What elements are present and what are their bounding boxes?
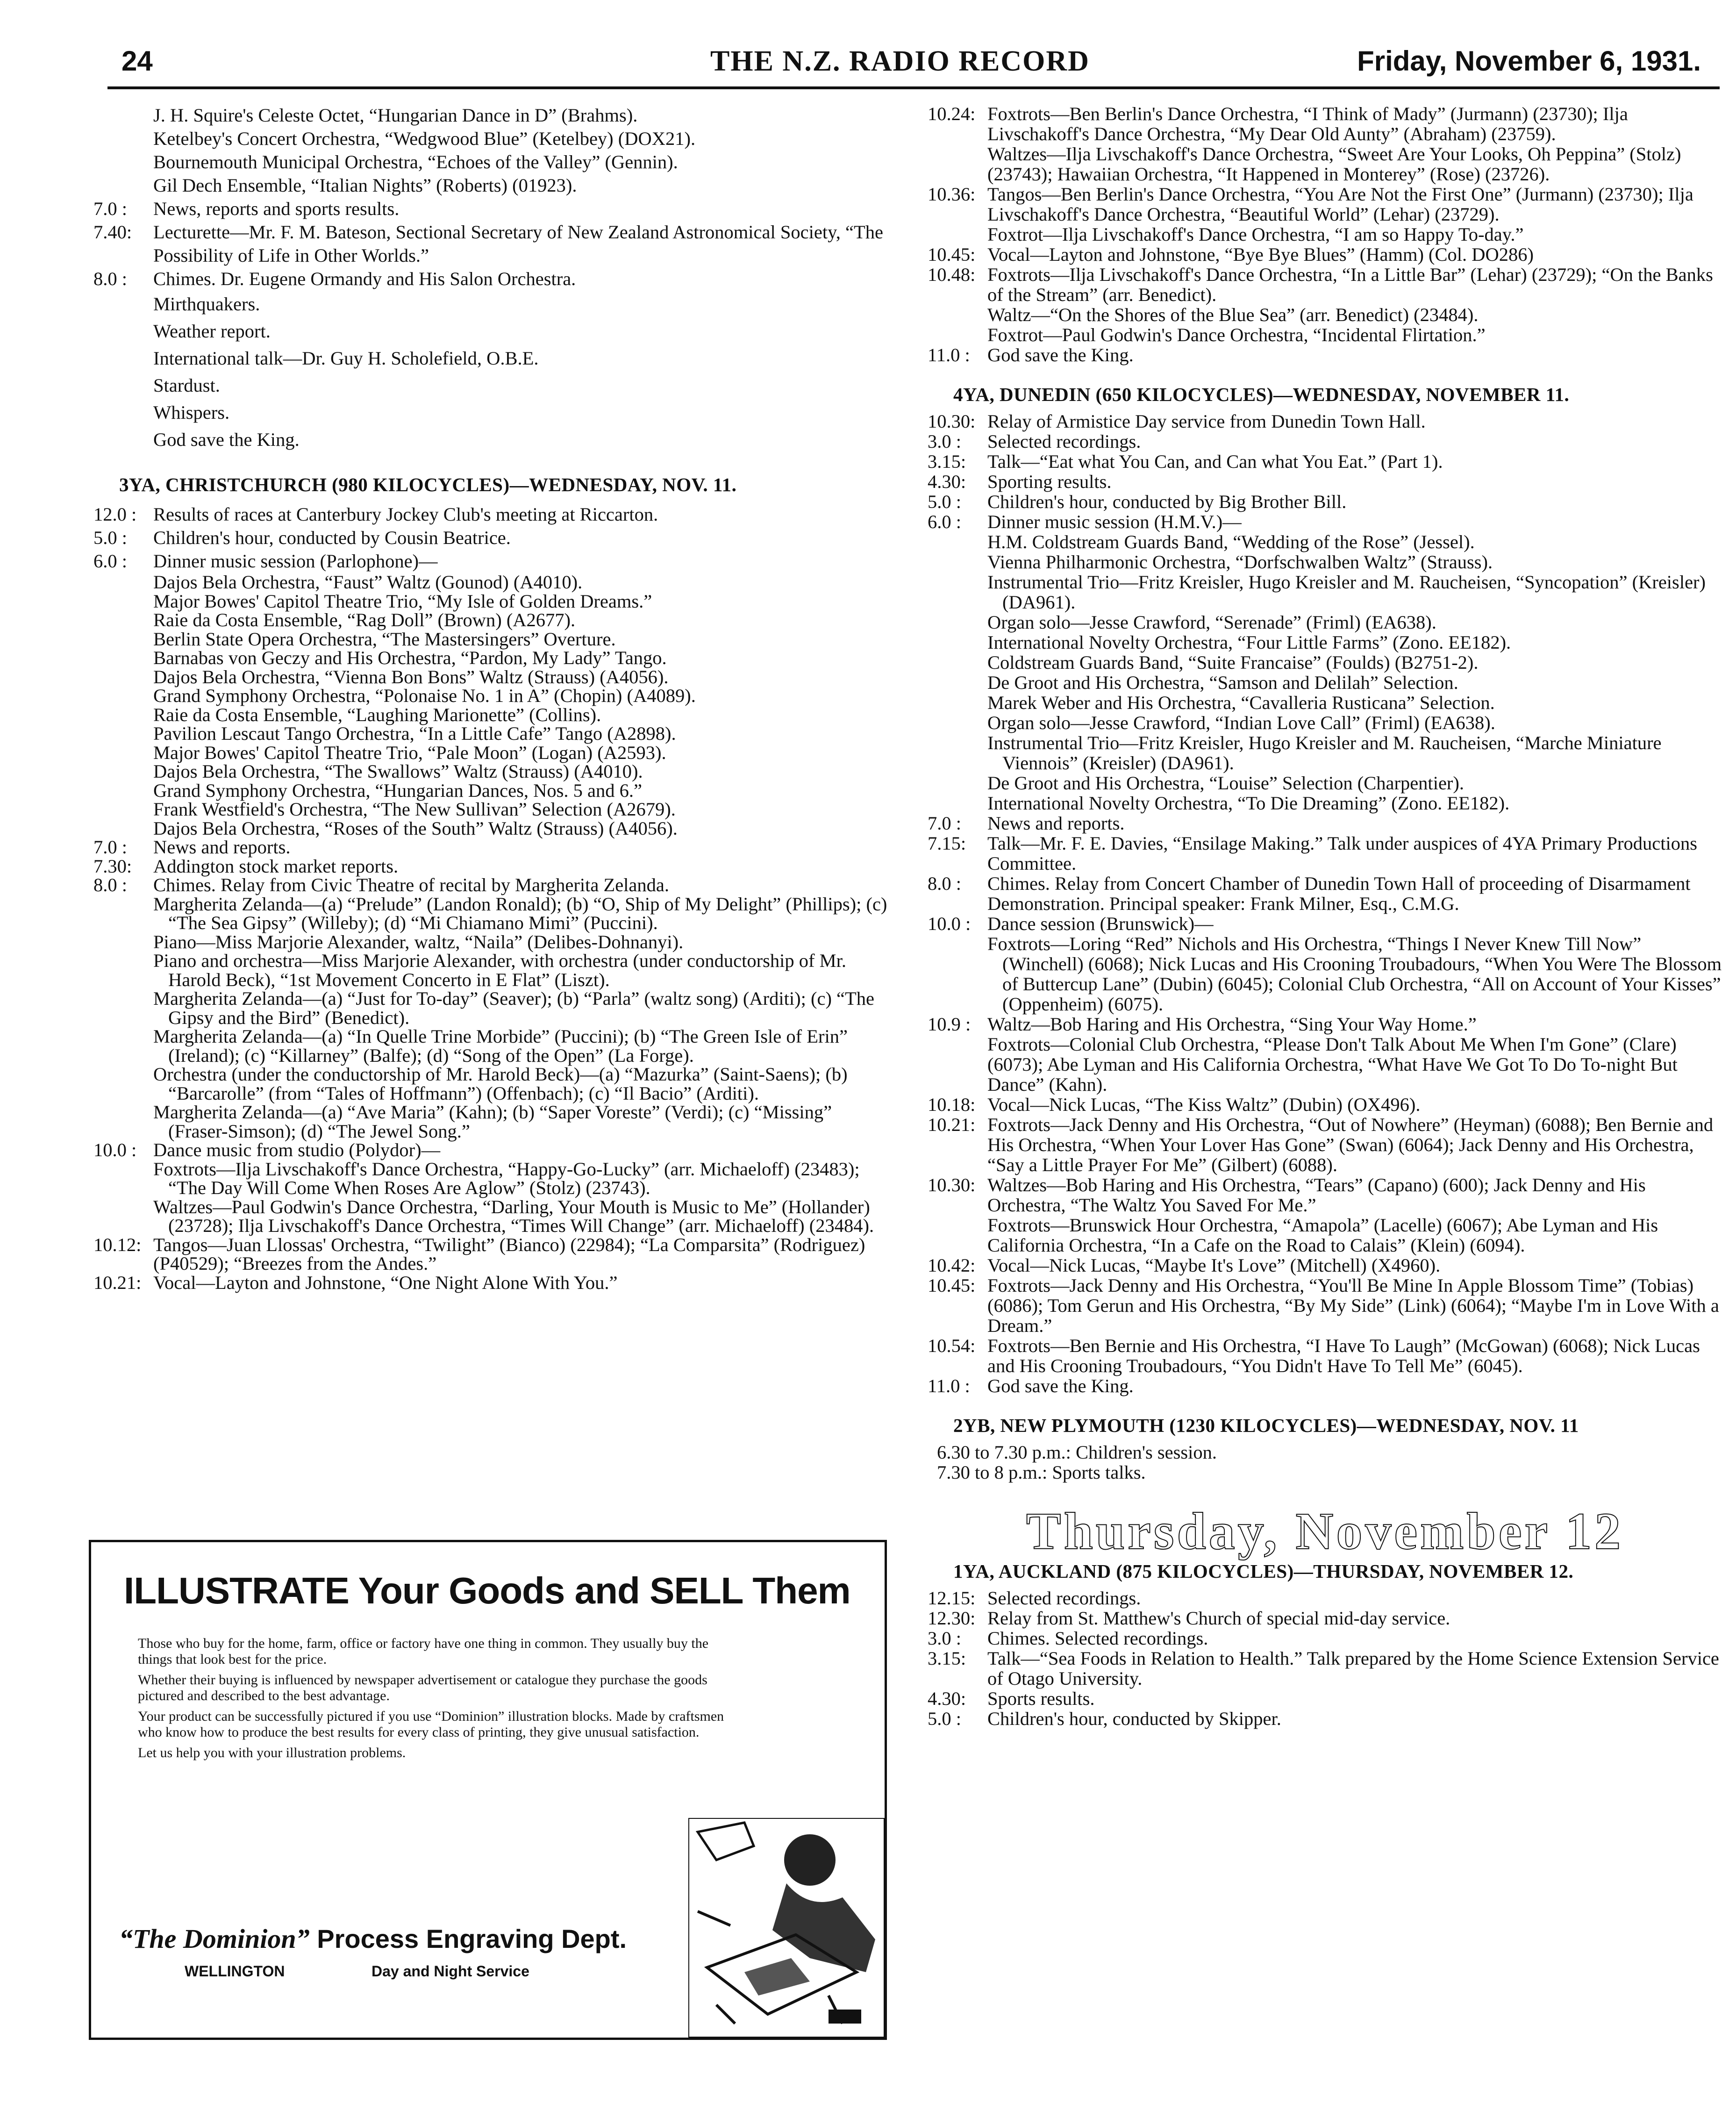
masthead-title: THE N.Z. RADIO RECORD [710, 45, 1090, 77]
entry-time: 7.0 : [93, 198, 128, 219]
ad-paragraph: Let us help you with your illustration problems. [138, 1745, 406, 1760]
entry-text: Dinner music session (H.M.V.)— [987, 511, 1242, 532]
programme-entry [928, 104, 1722, 144]
programme-entry [928, 1034, 1722, 1094]
entry-time [928, 1034, 987, 1094]
list-item: Stardust. [153, 375, 220, 396]
programme-entry [928, 265, 1722, 305]
programme-entry [928, 431, 1722, 451]
programme-entry [93, 197, 888, 221]
list-item: Margherita Zelanda—(a) “Just for To-day” (Seaver); (b) “Parla” (waltz song) (Arditi); (c) “The Gipsy and the Bird” (Benedict). [153, 988, 874, 1028]
programme-entry [93, 526, 888, 550]
entry-time: 10.21: [928, 1114, 976, 1135]
entry-text: Dance music from studio (Polydor)— [153, 1139, 441, 1160]
programme-entry [928, 512, 1722, 532]
ad-paragraph: Whether their buying is influenced by newspaper advertisement or catalogue they purchase the goods pictured and described to the best advantage. [138, 1672, 707, 1703]
list-item: Bournemouth Municipal Orchestra, “Echoes of the Valley” (Gennin). [153, 151, 678, 172]
entry-text: Addington stock market reports. [153, 855, 399, 877]
list-item: Whispers. [153, 402, 230, 423]
programme-entry [928, 1014, 1722, 1034]
entry-text: Selected recordings. [987, 1588, 1141, 1609]
list-item: International Novelty Orchestra, “To Die Dreaming” (Zono. EE182). [987, 793, 1510, 814]
entry-text: Foxtrots—Ilja Livschakoff's Dance Orchestra, “In a Little Bar” (Lehar) (23729); “On the Banks of the Stream” (arr. Benedict). [987, 264, 1713, 305]
dinner-list [93, 573, 888, 838]
list-item: De Groot and His Orchestra, “Louise” Selection (Charpentier). [987, 773, 1465, 794]
entry-time: 7.30: [93, 855, 132, 877]
entry-time: 7.0 : [93, 837, 128, 858]
list-item: Organ solo—Jesse Crawford, “Serenade” (Friml) (EA638). [987, 612, 1436, 633]
entry-text: Foxtrots—Colonial Club Orchestra, “Please Don't Talk About Me When I'm Gone” (Clare) (6073); Abe Lyman and His California Orchestra, “What Have We Got To Do To-night But Dance” (Kahn). [987, 1034, 1678, 1095]
programme-entry [93, 1273, 888, 1293]
dance-list [93, 1160, 888, 1236]
section-heading-4ya: 4YA, DUNEDIN (650 KILOCYCLES)—WEDNESDAY, NOVEMBER 11. [953, 384, 1570, 405]
programme-entry [928, 1709, 1722, 1729]
entry-text: Sporting results. [987, 471, 1112, 492]
programme-entry [928, 1648, 1722, 1688]
list-item: Dajos Bela Orchestra, “The Swallows” Waltz (Strauss) (A4010). [153, 761, 643, 782]
entry-time: 7.0 : [928, 813, 962, 834]
entry-text: Dinner music session (Parlophone)— [153, 551, 438, 572]
entry-text: Foxtrots—Jack Denny and His Orchestra, “Out of Nowhere” (Heyman) (6088); Ben Bernie and His Orchestra, “When Your Lover Has Gone” (Swan) (6064); Jack Denny and His Orchestra, “Say a Little Prayer For Me” (Gilbert) (6088). [987, 1114, 1714, 1175]
entry-text: Waltzes—Ilja Livschakoff's Dance Orchestra, “Sweet Are Your Looks, Oh Peppina” (Stolz) (23743); Hawaiian Orchestra, “It Happened in Monterey” (Rose) (23726). [987, 143, 1681, 185]
programme-entry [93, 550, 888, 573]
entry-time [928, 144, 987, 184]
list-item: Raie da Costa Ensemble, “Rag Doll” (Brown) (A2677). [153, 609, 576, 630]
list-item: Vienna Philharmonic Orchestra, “Dorfschwalben Waltz” (Strauss). [987, 551, 1493, 572]
programme-entry [93, 876, 888, 895]
entry-time: 4.30: [928, 1688, 966, 1709]
list-item: Mirthquakers. [153, 293, 260, 315]
programme-entry [93, 857, 888, 876]
programme-entry [928, 1175, 1722, 1215]
thursday-heading: Thursday, November 12 [1026, 1502, 1624, 1560]
entry-text: Chimes. Selected recordings. [987, 1628, 1208, 1649]
entry-text: Chimes. Relay from Civic Theatre of recital by Margherita Zelanda. [153, 874, 670, 895]
entry-text: Children's hour, conducted by Big Brother Bill. [987, 491, 1347, 512]
ad-paragraph: Those who buy for the home, farm, office or factory have one thing in common. They usually buy the things that look best for the price. [138, 1636, 709, 1667]
page-header [121, 45, 1701, 82]
ad-department [119, 1923, 627, 1954]
list-item: Dajos Bela Orchestra, “Faust” Waltz (Gounod) (A4010). [153, 572, 583, 593]
programme-entry [93, 221, 888, 267]
programme-entry [928, 1688, 1722, 1709]
entry-time [928, 325, 987, 345]
entry-text: Lecturette—Mr. F. M. Bateson, Sectional Secretary of New Zealand Astronomical Society, “The Possibility of Life in Other Worlds.” [153, 222, 883, 266]
entry-text: News, reports and sports results. [153, 198, 400, 219]
programme-entry [928, 492, 1722, 512]
programme-entry [928, 345, 1722, 365]
programme-entry [93, 1236, 888, 1273]
ad-paragraph: Your product can be successfully pictured if you use “Dominion” illustration blocks. Made by craftsmen who know how to produce the best results for every class of printing, they give unusual satisfaction. [138, 1709, 724, 1740]
list-item: Waltzes—Paul Godwin's Dance Orchestra, “Darling, Your Mouth is Music to Me” (Hollander) (23728); Ilja Livschakoff's Dance Orchestra, “Times Will Change” (arr. Michaeloff) (23484). [153, 1196, 874, 1236]
entry-text: Vocal—Nick Lucas, “The Kiss Waltz” (Dubin) (OX496). [987, 1094, 1421, 1115]
entry-time: 10.9 : [928, 1014, 971, 1035]
list-item: Barnabas von Geczy and His Orchestra, “Pardon, My Lady” Tango. [153, 647, 667, 668]
list-item: Grand Symphony Orchestra, “Hungarian Dances, Nos. 5 and 6.” [153, 780, 642, 801]
left-column [93, 104, 888, 1292]
programme-entry [928, 1588, 1722, 1608]
entry-time [928, 305, 987, 325]
entry-time: 10.30: [928, 1174, 976, 1195]
entry-time: 10.18: [928, 1094, 976, 1115]
ad-service: Day and Night Service [371, 1963, 529, 1980]
entry-text: Tangos—Juan Llossas' Orchestra, “Twilight” (Bianco) (22984); “La Comparsita” (Rodriguez) (P40529); “Breezes from the Andes.” [153, 1234, 865, 1274]
list-item: Dajos Bela Orchestra, “Vienna Bon Bons” Waltz (Strauss) (A4056). [153, 666, 669, 687]
programme-entry [928, 1608, 1722, 1628]
programme-entry [928, 305, 1722, 325]
programme-entry [928, 1275, 1722, 1336]
entry-text: Foxtrots—Ben Bernie and His Orchestra, “I Have To Laugh” (McGowan) (6068); Nick Lucas and His Crooning Troubadours, “You Didn't Have To Tell Me” (6045). [987, 1335, 1700, 1376]
entry-time: 10.21: [93, 1272, 142, 1293]
right-column [928, 104, 1722, 1729]
entry-time: 12.15: [928, 1588, 976, 1609]
ad-city: WELLINGTON [185, 1963, 285, 1980]
entry-text: Talk—“Eat what You Can, and Can what You Eat.” (Part 1). [987, 451, 1443, 472]
programme-entry [928, 224, 1722, 244]
entry-text: Results of races at Canterbury Jockey Club's meeting at Riccarton. [153, 504, 658, 525]
engraving-advertisement [89, 1540, 887, 2040]
entry-text: Relay from St. Matthew's Church of special mid-day service. [987, 1608, 1450, 1629]
entry-time: 10.24: [928, 103, 976, 124]
entry-text: Vocal—Layton and Johnstone, “One Night Alone With You.” [153, 1272, 618, 1293]
ad-body [138, 1636, 745, 1766]
entry-text: Waltz—“On the Shores of the Blue Sea” (arr. Benedict) (23484). [987, 304, 1479, 325]
entry-time: 12.0 : [93, 504, 137, 525]
section-heading-3ya: 3YA, CHRISTCHURCH (980 KILOCYCLES)—WEDNESDAY, NOV. 11. [119, 474, 737, 495]
programme-entry [928, 244, 1722, 265]
entry-time: 11.0 : [928, 344, 970, 365]
entry-time: 6.0 : [93, 551, 128, 572]
list-item: Margherita Zelanda—(a) “Prelude” (Landon Ronald); (b) “O, Ship of My Delight” (Phillips); (c) “The Sea Gipsy” (Willeby); (d) “Mi Chiamano Mimi” (Puccini). [153, 893, 887, 933]
entry-text: God save the King. [987, 1375, 1134, 1396]
entry-text: Dance session (Brunswick)— [987, 913, 1214, 934]
entry-time: 10.54: [928, 1335, 976, 1356]
programme-entry [928, 1336, 1722, 1376]
list-item: Margherita Zelanda—(a) “In Quelle Trine Morbide” (Puccini); (b) “The Green Isle of Erin” (Ireland); (c) “Killarney” (Balfe); (d) “Song of the Open” (La Forge). [153, 1026, 848, 1066]
entry-text: Vocal—Nick Lucas, “Maybe It's Love” (Mitchell) (X4960). [987, 1255, 1441, 1276]
list-item: Organ solo—Jesse Crawford, “Indian Love Call” (Friml) (EA638). [987, 712, 1495, 733]
programme-entry [928, 472, 1722, 492]
dinner-list [928, 532, 1722, 813]
programme-entry [928, 325, 1722, 345]
list-item: Instrumental Trio—Fritz Kreisler, Hugo Kreisler and M. Raucheisen, “Syncopation” (Kreisler) (DA961). [987, 572, 1706, 613]
entry-time: 3.15: [928, 451, 966, 472]
entry-time: 7.15: [928, 833, 966, 854]
section-heading-1ya: 1YA, AUCKLAND (875 KILOCYCLES)—THURSDAY, NOVEMBER 12. [953, 1560, 1574, 1582]
ad-dominion-name: “The Dominion” [119, 1924, 310, 1954]
entry-time: 8.0 : [928, 873, 962, 894]
list-item: Major Bowes' Capitol Theatre Trio, “Pale Moon” (Logan) (A2593). [153, 742, 666, 763]
list-item: J. H. Squire's Celeste Octet, “Hungarian Dance in D” (Brahms). [153, 105, 638, 126]
list-item: 6.30 to 7.30 p.m.: Children's session. [937, 1442, 1217, 1463]
entry-time: 10.45: [928, 244, 976, 265]
list-item: Frank Westfield's Orchestra, “The New Sullivan” Selection (A2679). [153, 799, 676, 820]
list-item: Margherita Zelanda—(a) “Ave Maria” (Kahn); (b) “Saper Voreste” (Verdi); (c) “Missing” (Fraser-Simson); (d) “The Jewel Song.” [153, 1102, 832, 1142]
entry-text: Waltzes—Bob Haring and His Orchestra, “Tears” (Capano) (600); Jack Denny and His Orchestra, “The Waltz You Saved For Me.” [987, 1174, 1646, 1216]
entry-text: God save the King. [987, 344, 1134, 365]
entry-text: Children's hour, conducted by Cousin Beatrice. [153, 527, 511, 548]
entry-text: Vocal—Layton and Johnstone, “Bye Bye Blues” (Hamm) (Col. DO286) [987, 244, 1534, 265]
programme-entry [93, 838, 888, 857]
entry-text: Sports results. [987, 1688, 1095, 1709]
list-item: Gil Dech Ensemble, “Italian Nights” (Roberts) (01923). [153, 175, 577, 196]
programme-entry [928, 1255, 1722, 1275]
ad-headline: ILLUSTRATE Your Goods and SELL Them [124, 1570, 850, 1611]
list-item: Foxtrots—Loring “Red” Nichols and His Orchestra, “Things I Never Knew Till Now” (Winchell) (6068); Nick Lucas and His Crooning Troubadours, “When You Were The Blossom of Buttercup Lane” (Dubin) (6045); Colonial Club Orchestra, “All on Account of Your Kisses” (Oppenheim) (6075). [987, 933, 1722, 1015]
entry-text: Relay of Armistice Day service from Dunedin Town Hall. [987, 411, 1426, 432]
list-item: H.M. Coldstream Guards Band, “Wedding of the Rose” (Jessel). [987, 531, 1475, 552]
list-item: God save the King. [153, 429, 300, 450]
entry-text: Talk—“Sea Foods in Relation to Health.” Talk prepared by the Home Science Extension Service of Otago University. [987, 1648, 1719, 1689]
entry-text: Foxtrots—Brunswick Hour Orchestra, “Amapola” (Lacelle) (6067); Abe Lyman and His California Orchestra, “In a Cafe on the Road to Calais” (Klein) (6094). [987, 1215, 1658, 1256]
entry-time: 6.0 : [928, 511, 962, 532]
entry-time: 10.42: [928, 1255, 976, 1276]
entry-text: Chimes. Relay from Concert Chamber of Dunedin Town Hall of proceeding of Disarmament Demonstration. Principal speaker: Frank Milner, Esq., C.M.G. [987, 873, 1691, 914]
page-number: 24 [121, 45, 153, 77]
programme-entry [928, 914, 1722, 934]
entry-time [928, 1215, 987, 1255]
entry-text: Foxtrot—Ilja Livschakoff's Dance Orchestra, “I am so Happy To-day.” [987, 224, 1524, 245]
programme-entry [928, 833, 1722, 873]
list-item: Orchestra (under the conductorship of Mr. Harold Beck)—(a) “Mazurka” (Saint-Saens); (b) “Barcarolle” (from “Tales of Hoffmann”) (Offenbach); (c) “Il Bacio” (Arditi). [153, 1064, 848, 1104]
entry-time: 10.0 : [93, 1139, 137, 1160]
entry-time: 10.12: [93, 1234, 142, 1255]
entry-text: Chimes. Dr. Eugene Ormandy and His Salon Orchestra. [153, 268, 576, 289]
entry-time: 5.0 : [93, 527, 128, 548]
list-item: International talk—Dr. Guy H. Scholefield, O.B.E. [153, 348, 539, 369]
section-heading-2yb: 2YB, NEW PLYMOUTH (1230 KILOCYCLES)—WEDNESDAY, NOV. 11 [953, 1415, 1579, 1436]
entry-time: 3.0 : [928, 431, 962, 452]
entry-text: Waltz—Bob Haring and His Orchestra, “Sing Your Way Home.” [987, 1014, 1477, 1035]
evening-items [93, 291, 888, 453]
entry-time: 8.0 : [93, 874, 128, 895]
entry-text: Foxtrots—Ben Berlin's Dance Orchestra, “I Think of Mady” (Jurmann) (23730); Ilja Livschakoff's Dance Orchestra, “My Dear Old Aunty” (Abraham) (23759). [987, 103, 1628, 144]
list-item: Pavilion Lescaut Tango Orchestra, “In a Little Cafe” Tango (A2898). [153, 723, 676, 744]
entry-text: News and reports. [987, 813, 1125, 834]
programme-entry [93, 1141, 888, 1160]
programme-entry [93, 267, 888, 291]
programme-entry [928, 184, 1722, 224]
entry-time [928, 224, 987, 244]
entry-time: 11.0 : [928, 1375, 970, 1396]
header-rule [107, 86, 1720, 89]
entry-time: 12.30: [928, 1608, 976, 1629]
engraver-illustration [688, 1818, 885, 2038]
programme-entry [928, 813, 1722, 833]
list-item: 7.30 to 8 p.m.: Sports talks. [937, 1462, 1146, 1483]
programme-entry [928, 411, 1722, 431]
list-item: Ketelbey's Concert Orchestra, “Wedgwood Blue” (Ketelbey) (DOX21). [153, 128, 696, 149]
entry-text: Foxtrots—Jack Denny and His Orchestra, “You'll Be Mine In Apple Blossom Time” (Tobias) (6086); Tom Gerun and His Orchestra, “By My Side” (Link) (6064); “Maybe I'm in Love With a Dream.” [987, 1275, 1719, 1336]
entry-text: Selected recordings. [987, 431, 1141, 452]
list-item: International Novelty Orchestra, “Four Little Farms” (Zono. EE182). [987, 632, 1511, 653]
continued-list [93, 104, 888, 197]
entry-time: 10.36: [928, 184, 976, 205]
programme-entry [928, 1628, 1722, 1648]
entry-time: 3.0 : [928, 1628, 962, 1649]
programme-entry [928, 1215, 1722, 1255]
dance-list [928, 934, 1722, 1014]
programme-entry [928, 1115, 1722, 1175]
list-item: De Groot and His Orchestra, “Samson and Delilah” Selection. [987, 672, 1458, 693]
programme-entry [928, 451, 1722, 472]
entry-time: 10.30: [928, 411, 976, 432]
list-item: Foxtrots—Ilja Livschakoff's Dance Orchestra, “Happy-Go-Lucky” (arr. Michaeloff) (23483); “The Day Will Come When Roses Are Aglow” (Stolz) (23743). [153, 1158, 860, 1198]
programme-entry [928, 1094, 1722, 1115]
programme-entry [928, 1376, 1722, 1396]
list-item: Major Bowes' Capitol Theatre Trio, “My Isle of Golden Dreams.” [153, 590, 652, 612]
entry-text: Talk—Mr. F. E. Davies, “Ensilage Making.” Talk under auspices of 4YA Primary Productions Committee. [987, 833, 1697, 874]
list-item: Piano—Miss Marjorie Alexander, waltz, “Naila” (Delibes-Dohnanyi). [153, 931, 684, 952]
programme-entry [928, 144, 1722, 184]
list-item: Dajos Bela Orchestra, “Roses of the South” Waltz (Strauss) (A4056). [153, 817, 678, 839]
entry-time: 4.30: [928, 471, 966, 492]
list-item: Weather report. [153, 321, 271, 342]
entry-time: 10.48: [928, 264, 976, 285]
entry-time: 10.45: [928, 1275, 976, 1296]
list-item: Piano and orchestra—Miss Marjorie Alexander, with orchestra (under conductorship of Mr. Harold Beck), “1st Movement Concerto in E Flat” (Liszt). [153, 950, 846, 990]
list-item: Grand Symphony Orchestra, “Polonaise No. 1 in A” (Chopin) (A4089). [153, 685, 696, 706]
list-item: Berlin State Opera Orchestra, “The Mastersingers” Overture. [153, 628, 616, 650]
entry-time: 5.0 : [928, 491, 962, 512]
entry-text: Foxtrot—Paul Godwin's Dance Orchestra, “Incidental Flirtation.” [987, 324, 1486, 345]
list-item: Raie da Costa Ensemble, “Laughing Marionette” (Collins). [153, 704, 601, 725]
entry-time: 10.0 : [928, 913, 971, 934]
programme-entry [93, 503, 888, 526]
list-item: Marek Weber and His Orchestra, “Cavalleria Rusticana” Selection. [987, 692, 1495, 713]
list-item: Instrumental Trio—Fritz Kreisler, Hugo Kreisler and M. Raucheisen, “Marche Miniature Viennois” (Kreisler) (DA961). [987, 732, 1662, 773]
entry-time: 3.15: [928, 1648, 966, 1669]
entry-time: 8.0 : [93, 268, 128, 289]
recital-list [93, 895, 888, 1141]
entry-text: News and reports. [153, 837, 291, 858]
entry-time: 5.0 : [928, 1708, 962, 1729]
entry-text: Children's hour, conducted by Skipper. [987, 1708, 1281, 1729]
issue-date: Friday, November 6, 1931. [1357, 45, 1701, 77]
list-item: Coldstream Guards Band, “Suite Francaise” (Foulds) (B2751-2). [987, 652, 1479, 673]
programme-entry [928, 873, 1722, 914]
entry-text: Tangos—Ben Berlin's Dance Orchestra, “You Are Not the First One” (Jurmann) (23730); Ilja Livschakoff's Dance Orchestra, “Beautiful World” (Lehar) (23729). [987, 184, 1693, 225]
entry-time: 7.40: [93, 222, 132, 243]
2yb-list [928, 1442, 1722, 1482]
ad-dept-rest: Process Engraving Dept. [309, 1924, 627, 1953]
